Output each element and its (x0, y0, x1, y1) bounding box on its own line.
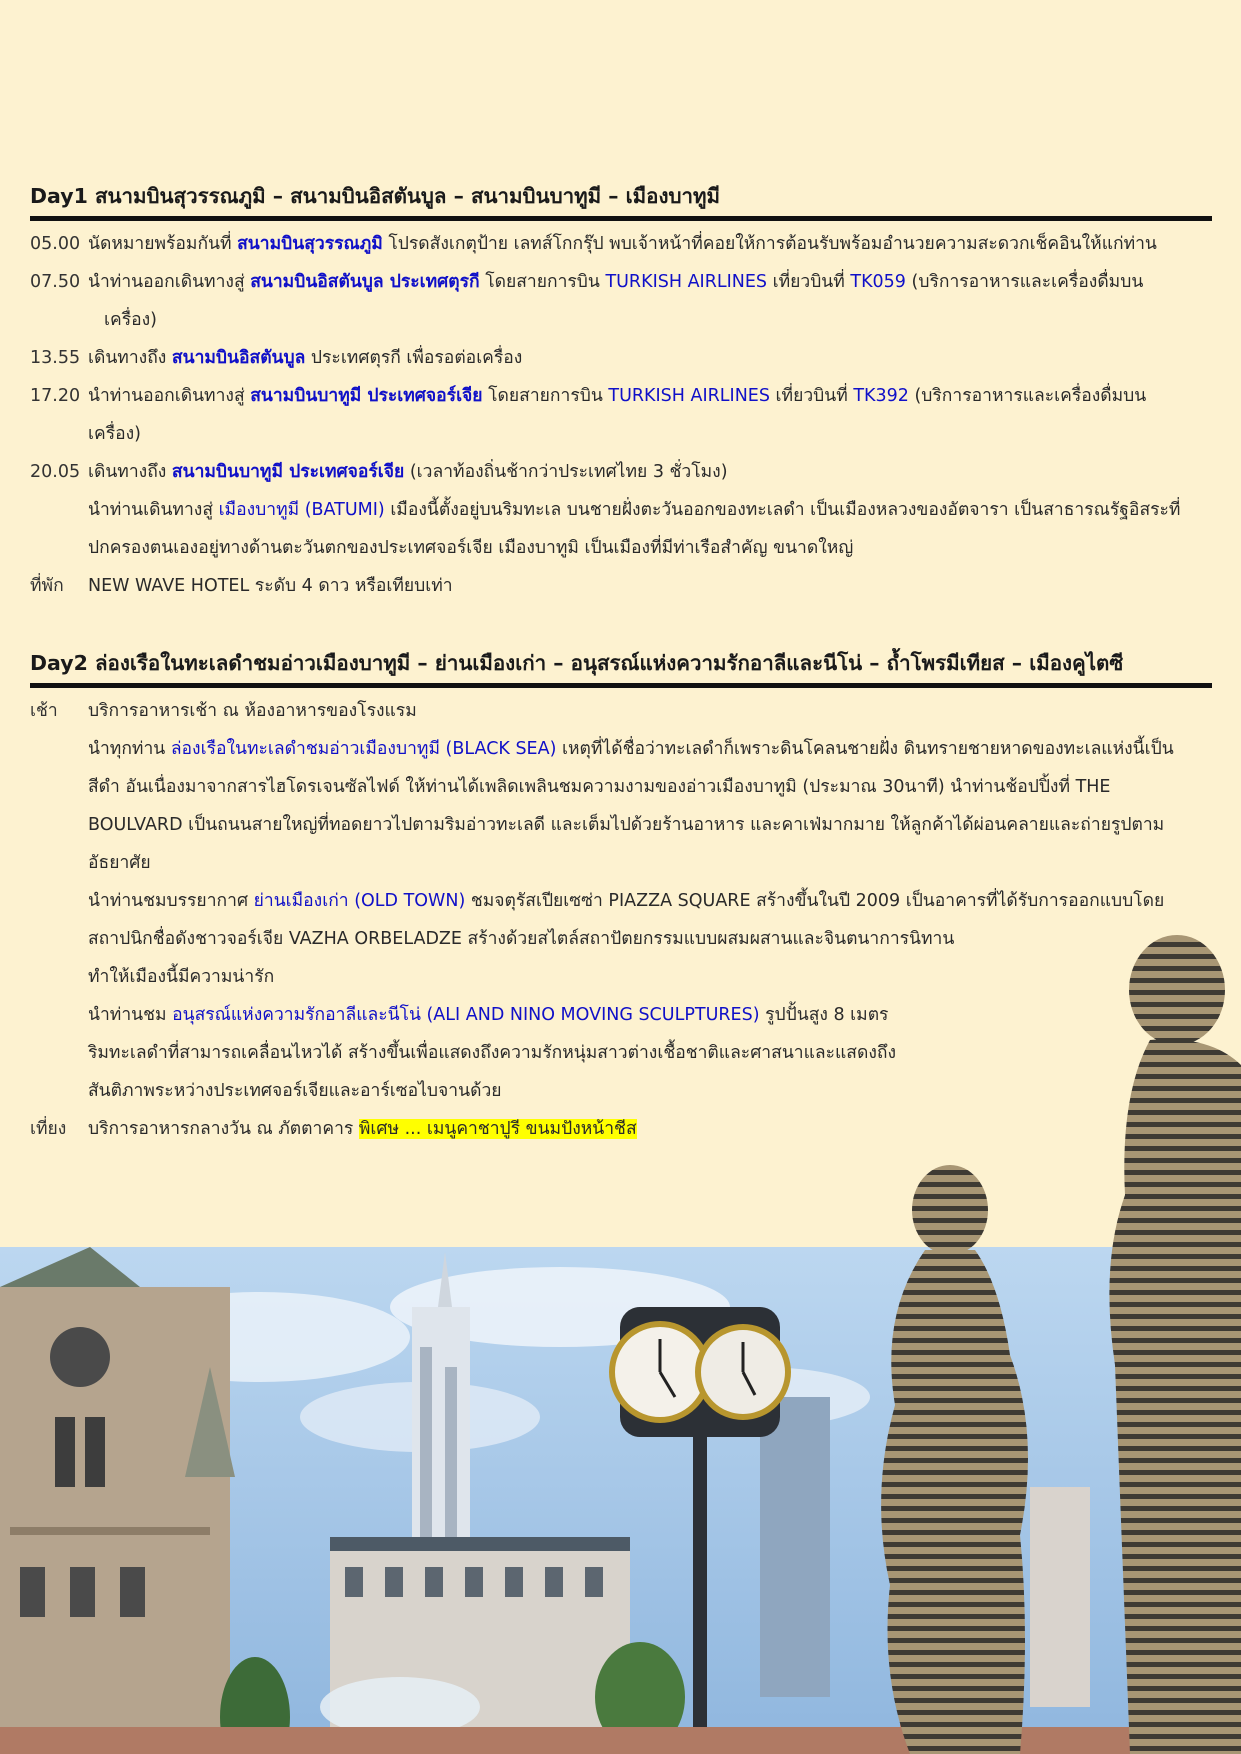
detail-text: รูปปั้นสูง 8 เมตร (759, 1005, 889, 1025)
schedule-time: 07.50 (30, 272, 81, 292)
detail-text: บริการอาหารกลางวัน ณ ภัตตาคาร (88, 1119, 359, 1139)
day1-title: Day1 สนามบินสุวรรณภูมิ – สนามบินอิสตันบูล – สนามบินบาทูมี – เมืองบาทูมี (30, 178, 1212, 221)
place-highlight: สนามบินบาทูมี ประเทศจอร์เจีย (250, 386, 483, 406)
schedule-row (30, 692, 1210, 730)
schedule-row (30, 339, 1210, 377)
schedule-time: 13.55 (30, 348, 81, 368)
detail-text: เครื่อง) (104, 310, 157, 330)
schedule-detail (88, 263, 1210, 339)
day2-schedule (30, 692, 1210, 1148)
schedule-detail (88, 491, 1210, 567)
schedule-detail: บริการอาหารเช้า ณ ห้องอาหารของโรงแรม (88, 701, 417, 721)
detail-text: ปกครองตนเองอยู่ทางด้านตะวันตกของประเทศจอร์เจีย เมืองบาทูมิ เป็นเมืองที่มีท่าเรือสำคัญ ขนาดใหญ่ (88, 538, 854, 558)
detail-text: สถาปนิกชื่อดังชาวจอร์เจีย VAZHA ORBELADZE สร้างด้วยสไตล์สถาปัตยกรรมแบบผสมผสานและจินตนาการนิทาน (88, 929, 955, 949)
schedule-time: ที่พัก (30, 576, 64, 596)
schedule-detail (88, 1110, 1210, 1148)
place-highlight: สนามบินบาทูมี ประเทศจอร์เจีย (171, 462, 405, 482)
detail-text: เที่ยวบินที่ (767, 272, 851, 292)
schedule-detail (88, 225, 1210, 263)
detail-text: โปรดสังเกตุป้าย เลทส์โกกรุ๊ป พบเจ้าหน้าที่คอยให้การต้อนรับพร้อมอำนวยความสะดวกเช็คอินให้แก่ท่าน (382, 234, 1157, 254)
airline-highlight: TURKISH AIRLINES (605, 272, 768, 292)
detail-text: นำท่านเดินทางสู่ (88, 500, 219, 520)
schedule-detail (88, 377, 1210, 453)
schedule-detail (88, 882, 1210, 996)
flight-number: TK392 (853, 386, 909, 406)
detail-text: เที่ยวบินที่ (769, 386, 854, 406)
place-highlight: สนามบินอิสตันบูล ประเทศตุรกี (250, 272, 480, 292)
detail-text: โดยสายการบิน (482, 386, 609, 406)
schedule-time-empty (30, 996, 88, 1110)
detail-text: นัดหมายพร้อมกันที่ (88, 234, 238, 254)
detail-text: สันติภาพระหว่างประเทศจอร์เจียและอาร์เซอไบจานด้วย (88, 1081, 502, 1101)
schedule-time: เช้า (30, 701, 58, 721)
flight-number: TK059 (850, 272, 906, 292)
schedule-row (30, 225, 1210, 263)
detail-text: โดยสายการบิน (479, 272, 606, 292)
detail-text: เดินทางถึง (88, 462, 172, 482)
detail-text: นำท่านออกเดินทางสู่ (88, 386, 251, 406)
detail-text: นำท่านชม (88, 1005, 173, 1025)
schedule-time: 17.20 (30, 386, 81, 406)
detail-text: สีดำ อันเนื่องมาจากสารไฮโดรเจนซัลไฟด์ ให้ท่านได้เพลิดเพลินชมความงามของอ่าวเมืองบาทูมิ (ประมาณ 30นาที) นำท่านช้อปปิ้งที่ THE (88, 777, 1111, 797)
detail-text: (บริการอาหารและเครื่องดื่มบน (908, 386, 1147, 406)
detail-text: อัธยาศัย (88, 853, 151, 873)
place-highlight: ล่องเรือในทะเลดำชมอ่าวเมืองบาทูมี (BLACK SEA) (170, 739, 557, 759)
schedule-row (30, 453, 1210, 491)
schedule-detail (88, 730, 1210, 882)
place-highlight: เมืองบาทูมี (BATUMI) (218, 500, 385, 520)
detail-text: (เวลาท้องถิ่นช้ากว่าประเทศไทย 3 ชั่วโมง) (404, 462, 728, 482)
detail-text: นำท่านออกเดินทางสู่ (88, 272, 251, 292)
detail-text: เมืองนี้ตั้งอยู่บนริมทะเล บนชายฝั่งตะวันออกของทะเลดำ เป็นเมืองหลวงของอัตจารา เป็นสาธารณรัฐอิสระที่ (384, 500, 1181, 520)
schedule-row (30, 377, 1210, 453)
schedule-time-empty (30, 882, 88, 996)
schedule-row (30, 882, 1210, 996)
airline-highlight: TURKISH AIRLINES (608, 386, 770, 406)
place-highlight: ย่านเมืองเก่า (OLD TOWN) (253, 891, 466, 911)
schedule-row (30, 263, 1210, 339)
schedule-row (30, 996, 1210, 1110)
schedule-detail (88, 453, 1210, 491)
schedule-detail (88, 996, 1210, 1110)
detail-text: (บริการอาหารและเครื่องดื่มบน (905, 272, 1144, 292)
schedule-detail (88, 339, 1210, 377)
detail-text: ชมจตุรัสเปียเซซ่า PIAZZA SQUARE สร้างขึ้นในปี 2009 เป็นอาคารที่ได้รับการออกแบบโดย (465, 891, 1165, 911)
detail-text: ประเทศตุรกี เพื่อรอต่อเครื่อง (305, 348, 523, 368)
detail-text: เหตุที่ได้ชื่อว่าทะเลดำก็เพราะดินโคลนชายฝั่ง ดินทรายชายหาดของทะเลแห่งนี้เป็น (556, 739, 1174, 759)
detail-text: นำทุกท่าน (88, 739, 171, 759)
menu-highlight: พิเศษ ... เมนูคาชาปูรี ขนมปังหน้าชีส (358, 1119, 637, 1139)
schedule-row (30, 1110, 1210, 1148)
day2-title: Day2 ล่องเรือในทะเลดำชมอ่าวเมืองบาทูมี – ย่านเมืองเก่า – อนุสรณ์แห่งความรักอาลีและนีโน่ – ถ้ำโพรมีเทียส – เมืองคูไตซี (30, 645, 1212, 688)
section-gap (30, 605, 1210, 645)
detail-text: เดินทางถึง (88, 348, 172, 368)
detail-text: ริมทะเลดำที่สามารถเคลื่อนไหวได้ สร้างขึ้นเพื่อแสดงถึงความรักหนุ่มสาวต่างเชื้อชาติและศาสนาและแสดงถึง (88, 1043, 897, 1063)
place-highlight: อนุสรณ์แห่งความรักอาลีและนีโน่ (ALI AND NINO MOVING SCULPTURES) (172, 1005, 760, 1025)
schedule-time-empty (30, 730, 88, 882)
detail-text: ทำให้เมืองนี้มีความน่ารัก (88, 967, 275, 987)
schedule-time: 20.05 (30, 462, 81, 482)
hotel-detail: NEW WAVE HOTEL ระดับ 4 ดาว หรือเทียบเท่า (88, 576, 453, 596)
schedule-time-empty (30, 491, 88, 567)
detail-text: นำท่านชมบรรยากาศ (88, 891, 254, 911)
itinerary-content (30, 178, 1210, 1148)
day1-schedule (30, 225, 1210, 605)
schedule-time: 05.00 (30, 234, 81, 254)
schedule-row (30, 730, 1210, 882)
schedule-row (30, 491, 1210, 567)
detail-text: เครื่อง) (88, 424, 141, 444)
schedule-time: เที่ยง (30, 1119, 67, 1139)
place-highlight: สนามบินอิสตันบูล (171, 348, 306, 368)
detail-text: BOULVARD เป็นถนนสายใหญ่ที่ทอดยาวไปตามริมอ่าวทะเลดี และเต็มไปด้วยร้านอาหาร และคาเฟ่มากมาย ให้ลูกค้าได้ผ่อนคลายและถ่ายรูปตาม (88, 815, 1165, 835)
place-highlight: สนามบินสุวรรณภูมิ (237, 234, 383, 254)
schedule-row (30, 567, 1210, 605)
